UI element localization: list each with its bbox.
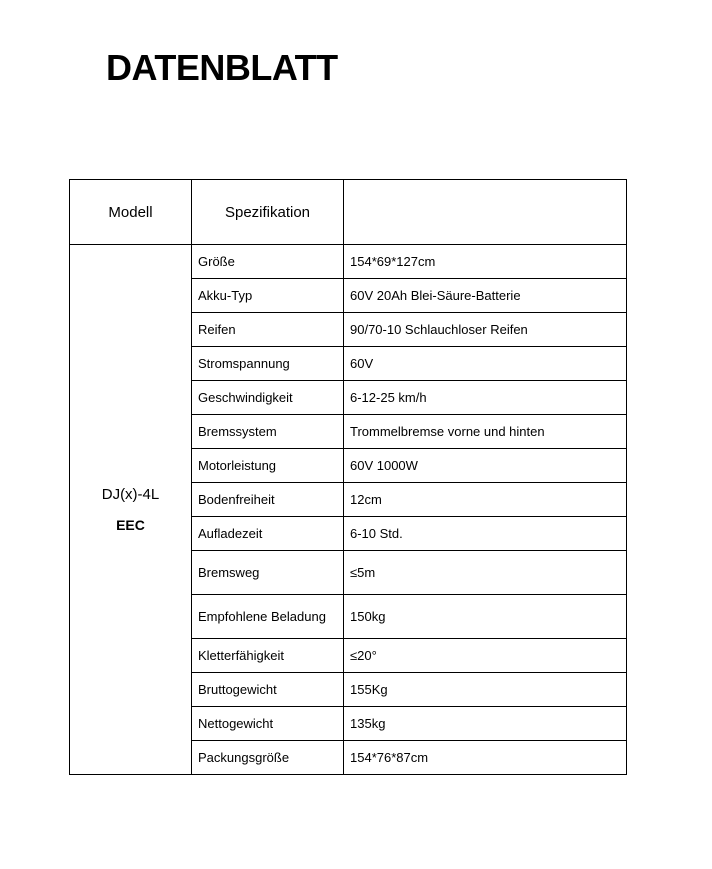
spec-label: Packungsgröße bbox=[192, 741, 344, 775]
table-row bbox=[70, 245, 627, 279]
spec-label: Geschwindigkeit bbox=[192, 381, 344, 415]
spec-value: 135kg bbox=[344, 707, 627, 741]
spec-label: Aufladezeit bbox=[192, 517, 344, 551]
spec-value: 12cm bbox=[344, 483, 627, 517]
spec-label: Bremssystem bbox=[192, 415, 344, 449]
table-header-row bbox=[70, 180, 627, 245]
spec-value: 154*69*127cm bbox=[344, 245, 627, 279]
spec-value: 150kg bbox=[344, 595, 627, 639]
spec-value: 6-10 Std. bbox=[344, 517, 627, 551]
spec-label: Nettogewicht bbox=[192, 707, 344, 741]
spec-label: Bodenfreiheit bbox=[192, 483, 344, 517]
spec-value: ≤5m bbox=[344, 551, 627, 595]
spec-label: Kletterfähigkeit bbox=[192, 639, 344, 673]
spec-value: 155Kg bbox=[344, 673, 627, 707]
header-cell-spec: Spezifikation bbox=[192, 180, 344, 245]
page-title: DATENBLATT bbox=[106, 47, 338, 88]
spec-value: 154*76*87cm bbox=[344, 741, 627, 775]
spec-value: 60V 20Ah Blei-Säure-Batterie bbox=[344, 279, 627, 313]
spec-value: Trommelbremse vorne und hinten bbox=[344, 415, 627, 449]
spec-value: 90/70-10 Schlauchloser Reifen bbox=[344, 313, 627, 347]
spec-value: ≤20° bbox=[344, 639, 627, 673]
spec-table bbox=[69, 179, 627, 775]
spec-label: Bruttogewicht bbox=[192, 673, 344, 707]
spec-label: Empfohlene Beladung bbox=[192, 595, 344, 639]
header-cell-model: Modell bbox=[70, 180, 192, 245]
spec-label: Größe bbox=[192, 245, 344, 279]
spec-label: Reifen bbox=[192, 313, 344, 347]
model-name: DJ(x)-4L bbox=[101, 486, 160, 503]
spec-value: 60V 1000W bbox=[344, 449, 627, 483]
spec-label: Bremsweg bbox=[192, 551, 344, 595]
model-certification: EEC bbox=[116, 517, 145, 533]
header-cell-value bbox=[344, 180, 627, 245]
spec-label: Akku-Typ bbox=[192, 279, 344, 313]
spec-label: Stromspannung bbox=[192, 347, 344, 381]
model-cell bbox=[70, 245, 192, 775]
spec-value: 60V bbox=[344, 347, 627, 381]
spec-value: 6-12-25 km/h bbox=[344, 381, 627, 415]
spec-label: Motorleistung bbox=[192, 449, 344, 483]
